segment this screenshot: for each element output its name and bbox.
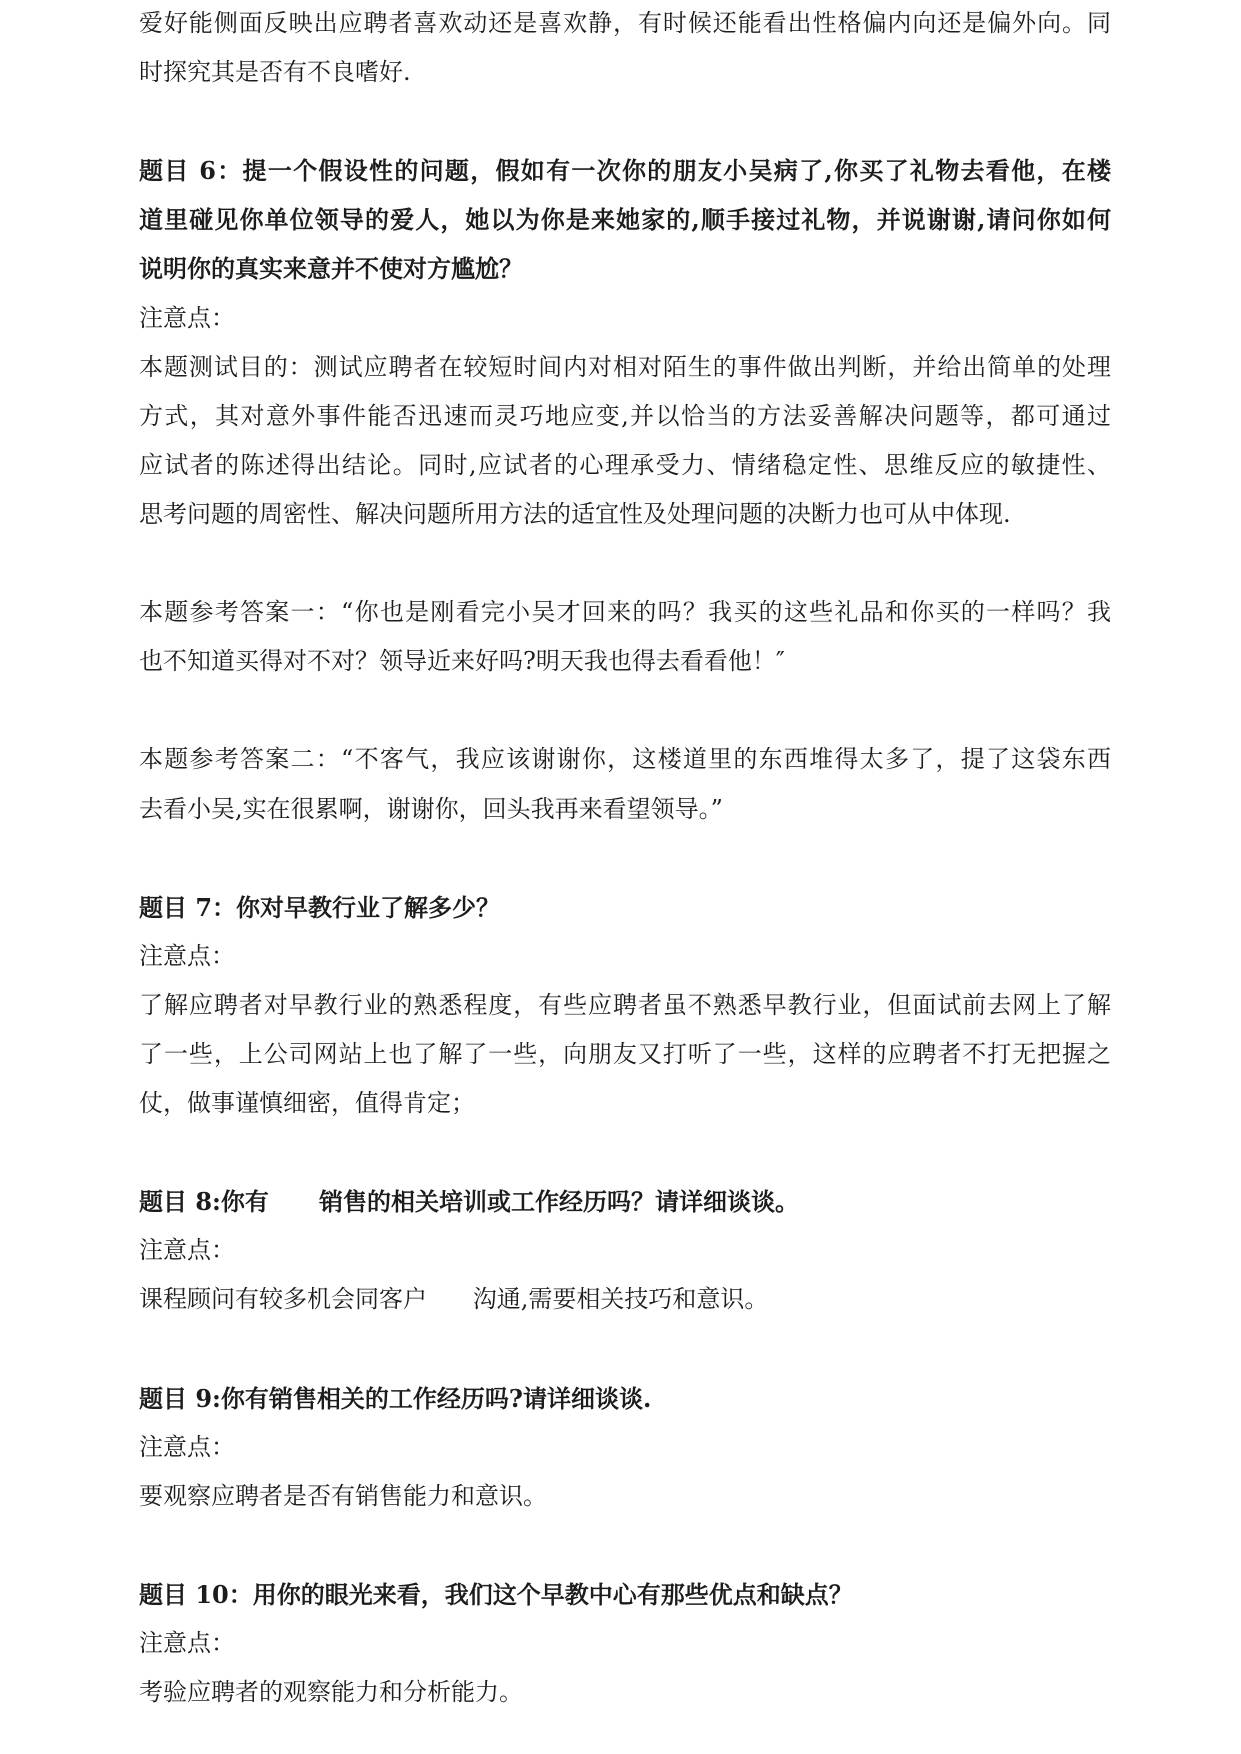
question-9-note-label: 注意点： [139,1432,235,1461]
document-page [139,0,1111,1717]
blank-line [139,1128,1111,1177]
question-6-answer-2: 本题参考答案二：“不客气，我应该谢谢你，这楼道里的东西堆得太多了，提了这袋东西 [139,745,1111,774]
question-10-note-label: 注意点： [139,1629,235,1658]
question-6-title: 说明你的真实来意并不使对方尴尬？ [139,254,523,284]
question-7-note: 了一些，上公司网站上也了解了一些，向朋友又打听了一些，这样的应聘者不打无把握之 [139,1039,1111,1068]
question-6-note-label: 注意点： [139,303,235,332]
question-6-title: 题目 6：提一个假设性的问题，假如有一次你的朋友小吴病了,你买了礼物去看他，在楼 [139,156,1111,186]
question-6-answer-1: 本题参考答案一：“你也是刚看完小吴才回来的吗？我买的这些礼品和你买的一样吗？我 [139,598,1111,627]
question-8-title: 题目 8:你有 销售的相关培训或工作经历吗？请详细谈谈。 [139,1187,800,1217]
blank-line [139,1325,1111,1374]
question-9-note: 要观察应聘者是否有销售能力和意识。 [139,1481,547,1510]
question-10-note: 考验应聘者的观察能力和分析能力。 [139,1678,523,1707]
question-10-title: 题目 10：用你的眼光来看，我们这个早教中心有那些优点和缺点？ [139,1580,853,1609]
blank-line [139,97,1111,146]
question-7-title: 题目 7：你对早教行业了解多少？ [139,892,501,922]
question-6-answer-2: 去看小吴,实在很累啊，谢谢你，回头我再来看望领导。” [139,794,723,823]
question-6-purpose: 本题测试目的：测试应聘者在较短时间内对相对陌生的事件做出判断，并给出简单的处理 [139,352,1111,381]
blank-line [139,834,1111,883]
question-6-answer-1: 也不知道买得对不对？领导近来好吗?明天我也得去看看他！″ [139,647,785,676]
question-8-note-label: 注意点： [139,1236,235,1265]
question-7-note: 仗，做事谨慎细密，值得肯定； [139,1089,475,1118]
question-7-note: 了解应聘者对早教行业的熟悉程度，有些应聘者虽不熟悉早教行业，但面试前去网上了解 [139,990,1111,1019]
intro-line: 时探究其是否有不良嗜好. [139,58,411,87]
question-6-purpose: 思考问题的周密性、解决问题所用方法的适宜性及处理问题的决断力也可从中体现. [139,499,1011,528]
question-9-title: 题目 9:你有销售相关的工作经历吗?请详细谈谈. [139,1383,652,1413]
question-6-purpose: 方式，其对意外事件能否迅速而灵巧地应变,并以恰当的方法妥善解决问题等，都可通过 [139,401,1111,430]
blank-line [139,1521,1111,1570]
question-7-note-label: 注意点： [139,941,235,970]
blank-line [139,539,1111,588]
blank-line [139,686,1111,735]
question-6-purpose: 应试者的陈述得出结论。同时,应试者的心理承受力、情绪稳定性、思维反应的敏捷性、 [139,450,1111,479]
question-8-note: 课程顾问有较多机会同客户 沟通,需要相关技巧和意识。 [139,1285,769,1314]
question-6-title: 道里碰见你单位领导的爱人，她以为你是来她家的,顺手接过礼物，并说谢谢,请问你如何 [139,205,1111,235]
intro-line: 爱好能侧面反映出应聘者喜欢动还是喜欢静，有时候还能看出性格偏内向还是偏外向。同 [139,9,1111,37]
